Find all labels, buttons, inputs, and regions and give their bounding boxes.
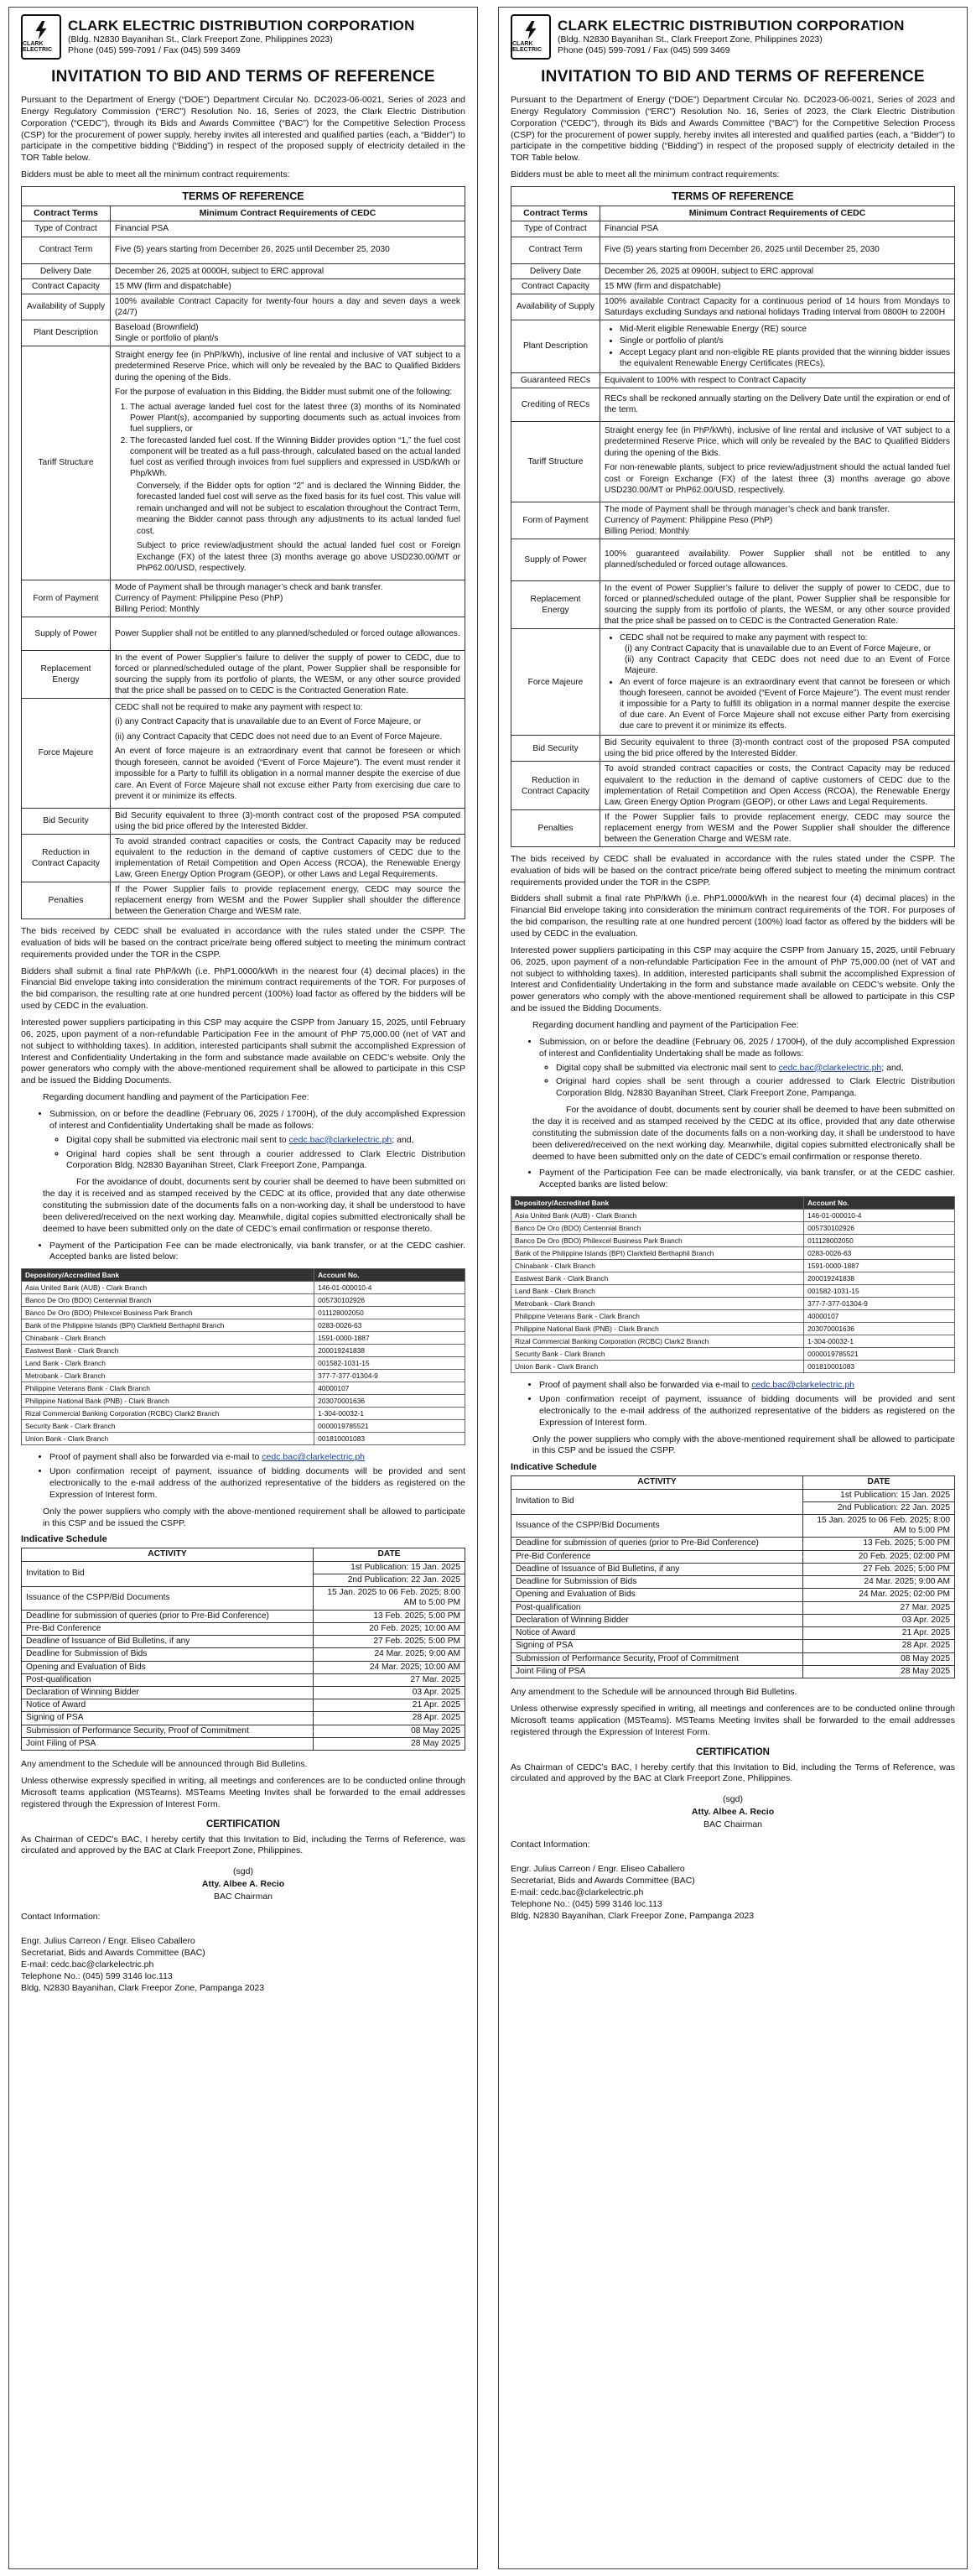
tor-caption: TERMS OF REFERENCE xyxy=(22,187,465,206)
org-phone: Phone (045) 599-7091 / Fax (045) 599 3469 xyxy=(558,45,730,55)
schedule-table: ACTIVITY DATE Invitation to Bid 1st Publication: 15 Jan. 2025 2nd Publication: 22 Jan. 2025 Issuance of the CSPP/Bid Documents 15 Jan. 2025 to 06 Feb. 2025; 8:00 AM to 5:00 PM Deadline for submission of queries (prior to Pre-Bid Conference) 13 Feb. 2025; 5:00 PM Pre-Bid Conference 20 Feb. 2025; 02:00 PM Deadline of Issuance of Bid Bulletins, if any 27 Feb. 2025; 5:00 PM Deadline for Submission of Bids 24 Mar. 2025; 9:00 AM Opening and Evaluation of Bids 24 Mar. 2025; 02:00 PM Post-qualification 27 Mar. 2025 Declaration of Winning Bidder 03 Apr. 2025 Notice of Award 21 Apr. 2025 Signing of PSA 28 Apr. 2025 Submission of Performance Security, Proof of Commitment 08 May 2025 Joint Filing of PSA 28 May 2025 xyxy=(511,1475,955,1678)
table-row: Rizal Commercial Banking Corporation (RCBC) Clark2 Branch 1-304-00032-1 xyxy=(511,1335,955,1348)
table-row: Security Bank - Clark Branch 0000019785521 xyxy=(22,1420,465,1433)
org-phone: Phone (045) 599-7091 / Fax (045) 599 3469 xyxy=(68,45,241,55)
table-row: Eastwest Bank - Clark Branch 200019241838 xyxy=(22,1345,465,1357)
left-notice xyxy=(8,7,478,2569)
table-row: Eastwest Bank - Clark Branch 200019241838 xyxy=(511,1272,955,1285)
proof-email-link[interactable]: cedc.bac@clarkelectric.ph xyxy=(262,1452,366,1463)
amendment-paragraph: Any amendment to the Schedule will be announced through Bid Bulletins. xyxy=(21,1759,308,1770)
table-row: Metrobank - Clark Branch 377-7-377-01304-9 xyxy=(22,1370,465,1382)
table-row: Notice of Award 21 Apr. 2025 xyxy=(511,1627,955,1640)
signature-block: (sgd) Atty. Albee A. Recio BAC Chairman xyxy=(691,1794,775,1829)
evaluation-paragraph: The bids received by CEDC shall be evaluated in accordance with the rules stated under the CSPP. The evaluation of bids will be based on the contract price/rate being offered subject to meeting the minimum contract requirements provided under the TOR in the CSPP. xyxy=(21,925,465,960)
table-row: Pre-Bid Conference 20 Feb. 2025; 10:00 AM xyxy=(22,1622,465,1635)
table-row: Security Bank - Clark Branch 0000019785521 xyxy=(511,1348,955,1361)
tor-table: TERMS OF REFERENCE Contract Terms Minimum Contract Requirements of CEDC Type of Contract Financial PSA Contract Term Five (5) years starting from December 26, 2025 until December 25, 2030 Delivery Date December 26, 2025 at 0900H, subject to ERC approval Contract Capacity 15 MW (firm and dispatchable) Availability of Supply 100% available Contract Capacity for a continuous period of 14 hours from Mondays to Saturdays excluding Sundays and national holidays Trading Interval from 0800H to 2200H Plant Description • Mid-Merit eligible Renewable Energy (RE) source • Single or portfolio of plant/s • Accept Legacy plant and non-eligible RE plants provided that the winning bidder issues the equivalent Renewable Energy Certificates (RECs), Guaranteed RECs Equivalent to 100% with respect to Contract Capacity Crediting of RECs RECs shall be reckoned annually starting on the Delivery Date until the expiration or end of the term. Tariff Structure Straight energy fee (in PhP/kWh), inclusive of line rental and inclusive of VAT subject to a predetermined Reserve Price, which will only be revealed by the BAC to Qualified Bidders during the opening of the Bids. For non-renewable plants, subject to price review/adjustment should the actual landed fuel cost or Foreign Exchange (FX) of the latest three (3) months average go above USD230.00/MT or PhP62.00/USD, respectively. Form of Payment The mode of Payment shall be through manager’s check and bank transfer. Currency of Payment: Philippine Peso (PhP) Billing Period: Monthly Supply of Power 100% guaranteed availability. Power Supplier shall not be entitled to any planned/scheduled or forced outage allowances. Replacement Energy In the event of Power Supplier’s failure to deliver the supply of power to CEDC, due to forced or planned/scheduled outage of the plant, Power Supplier shall be responsible for sourcing the supply from its portfolio of plants, the WESM, or any other source provided that the price shall be passed on to CEDC is the Contracted Generation Rate. Force Majeure • CEDC shall not be required to make any payment with respect to: (i) any Contract Capacity that is unavailable due to an Event of Force Majeure, or (ii) any Contract Capacity that CEDC does not need due to an Event of Force Majeure. • An event of force majeure is an extraordinary event that cannot be foreseen or which though foreseen, cannot be avoided (“Event of Force Majeure”). The event must render it impossible for a Party to fulfill its obligation in a normal manner despite the exercise of due care. An Event of Force Majeure shall not excuse either Party from exercising due care to prevent it or minimize its effects. Bid Security Bid Security equivalent to three (3)-month contract cost of the proposed PSA computed using the bid price offered by the Interested Bidder. Reduction in Contract Capacity To avoid stranded contract capacities or costs, the Contract Capacity may be reduced equivalent to the reduction in the demand of captive customers of CEDC due to the implementation of Retail Competition and Open Access (RCOA), the Renewable Energy Law, Green Energy Option Program (GEOP), or other Laws and Legal Requirements. Penalties If the Power Supplier fails to provide replacement energy, CEDC may source the replacement energy from WESM and the Power Supplier shall shoulder the difference between the Generation Charge and WESM rate. xyxy=(511,186,955,847)
contact-info: Contact Information: Engr. Julius Carreon / Engr. Eliseo Caballero Secretariat, Bids and Awards Committee (BAC) E-mail: cedc.bac@clarkelectric.ph Telephone No.: (045) 599 3146 loc.113 Bldg. N2830 Bayanihan, Clark Freepor Zone, Pampanga 2023 xyxy=(511,1840,755,1922)
table-row: Union Bank - Clark Branch 001810001083 xyxy=(22,1433,465,1445)
table-row: Joint Filing of PSA 28 May 2025 xyxy=(511,1665,955,1678)
schedule-title: Indicative Schedule xyxy=(21,1534,107,1545)
page-title: INVITATION TO BID AND TERMS OF REFERENCE xyxy=(51,68,435,86)
table-row: Pre-Bid Conference 20 Feb. 2025; 02:00 PM xyxy=(511,1550,955,1563)
org-address: (Bldg. N2830 Bayanihan St., Clark Freeport Zone, Philippines 2023) xyxy=(68,34,333,44)
cedc-logo-icon: CLARK ELECTRIC xyxy=(21,14,61,60)
certification-text: As Chairman of CEDC’s BAC, I hereby certify that this Invitation to Bid, including the Terms of Reference, was circulated and approved by the BAC at Clark Freeport Zone, Philippines. xyxy=(21,1834,465,1856)
table-row: Bank of the Philippine Islands (BPI) Clarkfield Berthaphil Branch 0283-0026-63 xyxy=(511,1247,955,1260)
bank-table: Depository/Accredited Bank Account No. Asia United Bank (AUB) - Clark Branch 146-01-000010-4 Banco De Oro (BDO) Centennial Branch 005730102926 Banco De Oro (BDO) Philexcel Business Park Branch 011128002050 Bank of the Philippine Islands (BPI) Clarkfield Berthaphil Branch 0283-0026-63 Chinabank - Clark Branch 1591-0000-1887 Eastwest Bank - Clark Branch 200019241838 Land Bank - Clark Branch 001582-1031-15 Metrobank - Clark Branch 377-7-377-01304-9 Philippine Veterans Bank - Clark Branch 40000107 Philippine National Bank (PNB) - Clark Branch 203070001636 Rizal Commercial Banking Corporation (RCBC) Clark2 Branch 1-304-00032-1 Security Bank - Clark Branch 0000019785521 Union Bank - Clark Branch 001810001083 xyxy=(511,1196,955,1373)
table-row: Invitation to Bid 1st Publication: 15 Jan. 2025 xyxy=(511,1489,955,1501)
table-row: Philippine Veterans Bank - Clark Branch 40000107 xyxy=(511,1310,955,1323)
table-row: Signing of PSA 28 Apr. 2025 xyxy=(511,1640,955,1652)
table-row: Deadline of Issuance of Bid Bulletins, if any 27 Feb. 2025; 5:00 PM xyxy=(22,1636,465,1648)
table-row: Joint Filing of PSA 28 May 2025 xyxy=(22,1737,465,1750)
tariff-structure-cell: Straight energy fee (in PhP/kWh), inclusive of line rental and inclusive of VAT subject to a predetermined Reserve Price, which will only be revealed by the BAC to Qualified Bidders during the opening of the Bids. For the purpose of evaluation in this Bidding, the Bidder must submit one of the following: 1. The actual average landed fuel cost for the latest three (3) months of its Nominated Power Plant(s), accompanied by supporting documents such as actual invoices from fuel suppliers, or 2. The forecasted landed fuel cost. If the Winning Bidder provides option “1,” the fuel cost component will be treated as a full pass-through, calculated based on the actual landed fuel cost as verified through invoices from fuel suppliers and expressed in USD/kWh or Php/kWh. Conversely, if the Bidder opts for option “2” and is declared the Winning Bidder, the forecasted landed fuel cost will serve as the fixed basis for its fuel cost. This value will remain unchanged and will not be subject to escalation throughout the Contract Term, meaning the Bidder cannot pass through any adjustments to its actual landed fuel cost. Subject to price review/adjustment should the actual landed fuel cost or Foreign Exchange (FX) of the latest three (3) months average go above USD230.00/MT or PhP62.00/USD, respectively. xyxy=(111,346,465,580)
tor-header-terms: Contract Terms xyxy=(22,206,111,221)
table-row: 2nd Publication: 22 Jan. 2025 xyxy=(22,1574,465,1586)
table-row: Banco De Oro (BDO) Centennial Branch 005730102926 xyxy=(511,1222,955,1235)
org-name: CLARK ELECTRIC DISTRIBUTION CORPORATION xyxy=(558,17,905,34)
bidders-requirement: Bidders must be able to meet all the minimum contract requirements: xyxy=(21,169,290,180)
table-row: Opening and Evaluation of Bids 24 Mar. 2025; 10:00 AM xyxy=(22,1661,465,1673)
table-row: Land Bank - Clark Branch 001582-1031-15 xyxy=(511,1285,955,1298)
letterhead xyxy=(511,14,955,60)
right-notice: CLARK ELECTRIC CLARK ELECTRIC DISTRIBUTION CORPORATION (Bldg. N2830 Bayanihan St., Clark Freeport Zone, Philippines 2023) Phone (045) 599-7091 / Fax (045) 599 3469 INVITATION TO BID AND TERMS OF REFERENCE Pursuant to the Department of Energy (“DOE”) Department Circular No. DC2023-06-0021, Series of 2023 and Energy Regulatory Commission (“ERC”) Resolution No. 16, Series of 2023, the Clark Electric Distribution Corporation (“CEDC”), through its Bids and Awards Committee (“BAC”) for the Competitive Selection Process (CSP) for the procurement of power supply, hereby invites all interested and qualified parties (each, a “Bidder”) to participate in the competitive bidding (“Bidding”) in respect of the proposed supply of electricity detailed in the TOR Table below. Bidders must be able to meet all the minimum contract requirements: TERMS OF REFERENCE Contract Terms Minimum Contract Requirements of CEDC Type of Contract Financial PSA Contract Term Five (5) years starting from December 26, 2025 until December 25, 2030 Delivery Date December 26, 2025 at 0900H, subject to ERC approval Contract Capacity 15 MW (firm and dispatchable) Availability of Supply 100% available Contract Capacity for a continuous period of 14 hours from Mondays to Saturdays excluding Sundays and national holidays Trading Interval from 0800H to 2200H Plant Description • Mid-Merit eligible Renewable Energy (RE) source • Single or portfolio of plant/s • Accept Legacy plant and non-eligible RE plants provided that the winning bidder issues the equivalent Renewable Energy Certificates (RECs), Guaranteed RECs Equivalent to 100% with respect to Contract Capacity Crediting of RECs RECs shall be reckoned annually starting on the Delivery Date until the expiration or end of the term. Tariff Structure Straight energy fee (in PhP/kWh), inclusive of line rental and inclusive of VAT subject to a predetermined Reserve Price, which will only be revealed by the BAC to Qualified Bidders during the opening of the Bids. For non-renewable plants, subject to price review/adjustment should the actual landed fuel cost or Foreign Exchange (FX) of the latest three (3) months average go above USD230.00/MT or PhP62.00/USD, respectively. Form of Payment The mode of Payment shall be through manager’s check and bank transfer. Currency of Payment: Philippine Peso (PhP) Billing Period: Monthly Supply of Power 100% guaranteed availability. Power Supplier shall not be entitled to any planned/scheduled or forced outage allowances. Replacement Energy In the event of Power Supplier’s failure to deliver the supply of power to CEDC, due to forced or planned/scheduled outage of the plant, Power Supplier shall be responsible for sourcing the supply from its portfolio of plants, the WESM, or any other source provided that the price shall be passed on to CEDC is the Contracted Generation Rate. Force Majeure • CEDC shall not be required to make any payment with respect to: (i) any Contract Capacity that is unavailable due to an Event of Force Majeure, or (ii) any Contract Capacity that CEDC does not need due to an Event of Force Majeure. • An event of force majeure is an extraordinary event that cannot be foreseen or which though foreseen, cannot be avoided (“Event of Force Majeure”). The event must render it impossible for a Party to fulfill its obligation in a normal manner despite the exercise of due care. An Event of Force Majeure shall not excuse either Party from exercising due care to prevent it or minimize its effects. Bid Security Bid Security equivalent to three (3)-month contract cost of the proposed PSA computed using the bid price offered by the Interested Bidder. Reduction in Contract Capacity To avoid stranded contract capacities or costs, the Contract Capacity may be reduced equivalent to the reduction in the demand of captive customers of CEDC due to the implementation of Retail Competition and Open Access (RCOA), the Renewable Energy Law, Green Energy Option Program (GEOP), or other Laws and Legal Requirements. Penalties If the Power Supplier fails to provide replacement energy, CEDC may source the replacement energy from WESM and the Power Supplier shall shoulder the difference between the Generation Charge and WESM rate. The bids received by CEDC shall be evaluated in accordance with the rules stated under the CSPP. The evaluation of bids will be based on the contract price/rate being offered subject to meeting the minimum contract requirements provided under the TOR in the CSPP. Bidders shall submit a final rate PhP/kWh (i.e. PhP1.0000/kWh in the nearest four (4) decimal places) in the Financial Bid envelope taking into consideration the minimum contract requirements of the TOR. For purposes of the bid comparison, the resulting rate at one hundred percent (100%) load factor as offered by the bidders will be used by CEDC in the evaluation. Interested power suppliers participating in this CSP may acquire the CSPP from January 15, 2025, until February 06, 2025, upon payment of a non-refundable Participation Fee in the amount of PhP 75,000.00 (net of VAT and not subject to withholding taxes). In addition, interested participants shall submit the accomplished Expression of Interest and Confidentiality Undertaking in the form and substance made available on CEDC’s website. Only the power generators who comply with the above-mentioned requirement shall be allowed to participate in this CSP and be issued the Bidding Documents. Regarding document handling and payment of the Participation Fee: • Submission, on or before the deadline (February 06, 2025 / 1700H), of the duly accomplished Expression of interest and Confidentiality Undertaking shall be made as follows: ◦ Digital copy shall be submitted via electronic mail sent to cedc.bac@clarkelectric.ph; and, ◦ Original hard copies shall be sent through a courier addressed to Clark Electric Distribution Corporation Bldg. N2830 Bayanihan Street, Clark Freeport Zone, Pampanga. For the avoidance of doubt, documents sent by courier shall be deemed to have been submitted on the day it is received and as stamped received by the CEDC at its office, provided that any date otherwise constituting the submission date of the documents falls on a non-working day, it shall be understood to have been delivered/received on the next working day. Meanwhile, digital copies submitted electronically shall be deemed to have been submitted only on the date of CEDC’s email confirmation or response thereto. • Payment of the Participation Fee can be made electronically, via bank transfer, or at the CEDC cashier. Accepted banks are listed below: Depository/Accredited Bank Account No. Asia United Bank (AUB) - Clark Branch 146-01-000010-4 Banco De Oro (BDO) Centennial Branch 005730102926 Banco De Oro (BDO) Philexcel Business Park Branch 011128002050 Bank of the Philippine Islands (BPI) Clarkfield Berthaphil Branch 0283-0026-63 Chinabank - Clark Branch 1591-0000-1887 Eastwest Bank - Clark Branch 200019241838 Land Bank - Clark Branch 001582-1031-15 Metrobank - Clark Branch 377-7-377-01304-9 Philippine Veterans Bank - Clark Branch 40000107 Philippine National Bank (PNB) - Clark Branch 203070001636 Rizal Commercial Banking Corporation (RCBC) Clark2 Branch 1-304-00032-1 Security Bank - Clark Branch 0000019785521 Union Bank - Clark Branch 001810001083 • Proof of payment shall also be forwarded via e-mail to cedc.bac@clarkelectric.ph • Upon confirmation receipt of payment, issuance of bidding documents will be provided and sent electronically to the e-mail address of the authorized representative of the bidders as registered on the Expression of Interest form. Only the power suppliers who comply with the above-mentioned requirement shall be allowed to participate in this CSP and be issued the CSPP. Indicative Schedule ACTIVITY DATE Invitation to Bid 1st Publication: 15 Jan. 2025 2nd Publication: 22 Jan. 2025 Issuance of the CSPP/Bid Documents 15 Jan. 2025 to 06 Feb. 2025; 8:00 AM to 5:00 PM Deadline for submission of queries (prior to Pre-Bid Conference) 13 Feb. 2025; 5:00 PM Pre-Bid Conference 20 Feb. 2025; 02:00 PM Deadline of Issuance of Bid Bulletins, if any 27 Feb. 2025; 5:00 PM Deadline for Submission of Bids 24 Mar. 2025; 9:00 AM Opening and Evaluation of Bids 24 Mar. 2025; 02:00 PM Post-qualification 27 Mar. 2025 Declaration of Winning Bidder 03 Apr. 2025 Notice of Award 21 Apr. 2025 Signing of PSA 28 Apr. 2025 Submission of Performance Security, Proof of Commitment 08 May 2025 Joint Filing of PSA 28 May 2025 Any amendment to the Schedule will be announced through Bid Bulletins. Unless otherwise expressly specified in writing, all meetings and conferences are to be conducted online through Microsoft teams application (MSTeams). MSTeams Meeting Invites shall be forwarded to the email addresses registered through the Expression of Interest Form. CERTIFICATION As Chairman of CEDC’s BAC, I hereby certify that this Invitation to Bid, including the Terms of Reference, was circulated and approved by the BAC at Clark Freeport Zone, Philippines. (sgd) Atty. Albee A. Recio BAC Chairman Contact Information: Engr. Julius Carreon / Engr. Eliseo Caballero Secretariat, Bids and Awards Committee (BAC) E-mail: cedc.bac@clarkelectric.ph Telephone No.: (045) 599 3146 loc.113 Bldg. N2830 Bayanihan, Clark Freepor Zone, Pampanga 2023 xyxy=(498,7,968,2569)
cedc-logo-icon: CLARK ELECTRIC xyxy=(511,14,551,60)
tor-table: TERMS OF REFERENCE Contract Terms Minimum Contract Requirements of CEDC Type of Contract Financial PSA Contract Term Five (5) years starting from December 26, 2025 until December 25, 2030 Delivery Date December 26, 2025 at 0000H, subject to ERC approval Contract Capacity 15 MW (firm and dispatchable) Availability of Supply 100% available Contract Capacity for twenty-four hours a day and seven days a week (24/7) Plant Description Baseload (Brownfield) Single or portfolio of plant/s Tariff Structure Straight energy fee (in PhP/kWh), inclusive of line rental and inclusive of VAT subject to a predetermined Reserve Price, which will only be revealed by the BAC to Qualified Bidders during the opening of the Bids. For the purpose of evaluation in this Bidding, the Bidder must submit one of the following: 1. The actual average landed fuel cost for the latest three (3) months of its Nominated Power Plant(s), accompanied by supporting documents such as actual invoices from fuel suppliers, or 2. The forecasted landed fuel cost. If the Winning Bidder provides option “1,” the fuel cost component will be treated as a full pass-through, calculated based on the actual landed fuel cost as verified through invoices from fuel suppliers and expressed in USD/kWh or Php/kWh. Conversely, if the Bidder opts for option “2” and is declared the Winning Bidder, the forecasted landed fuel cost will serve as the fixed basis for its fuel cost. This value will remain unchanged and will not be subject to escalation throughout the Contract Term, meaning the Bidder cannot pass through any adjustments to its actual landed fuel cost. Subject to price review/adjustment should the actual landed fuel cost or Foreign Exchange (FX) of the latest three (3) months average go above USD230.00/MT or PhP62.00/USD, respectively. Form of Payment Mode of Payment shall be through manager’s check and bank transfer. Currency of Payment: Philippine Peso (PhP) Billing Period: Monthly Supply of Power Power Supplier shall not be entitled to any planned/scheduled or forced outage allowances. Replacement Energy In the event of Power Supplier’s failure to deliver the supply of power to CEDC, due to forced or planned/scheduled outage of the plant, Power Supplier shall be responsible for sourcing the supply from its portfolio of plants, the WESM, or any other source provided that the price shall be passed on to CEDC is the Contracted Generation Rate. Force Majeure CEDC shall not be required to make any payment with respect to: (i) any Contract Capacity that is unavailable due to an Event of Force Majeure, or (ii) any Contract Capacity that CEDC does not need due to an Event of Force Majeure. An event of force majeure is an extraordinary event that cannot be foreseen or which though foreseen, cannot be avoided (“Event of Force Majeure”). The event must render it impossible for a Party to fulfill its obligation in a normal manner despite the exercise of due care. An Event of Force Majeure shall not excuse either Party from exercising due care to prevent it or minimize its effects. Bid Security Bid Security equivalent to three (3)-month contract cost of the proposed PSA computed using the bid price offered by the Interested Bidder. Reduction in Contract Capacity To avoid stranded contract capacities or costs, the Contract Capacity may be reduced equivalent to the reduction in the demand of captive customers of CEDC due to the implementation of Retail Competition and Open Access (RCOA), the Renewable Energy Law, Green Energy Option Program (GEOP), or other Laws and Legal Requirements. Penalties If the Power Supplier fails to provide replacement energy, CEDC may source the replacement energy from WESM and the Power Supplier shall shoulder the difference between the Generation Charge and WESM rate. xyxy=(21,186,465,919)
table-row: Post-qualification 27 Mar. 2025 xyxy=(22,1673,465,1686)
submission-list: • Submission, on or before the deadline (February 06, 2025 / 1700H), of the duly accomplished Expression of interest and Confidentiality Undertaking shall be made as follows: ◦ Digital copy shall be submitted via electronic mail sent to cedc.bac@clarkelectric.ph; and, ◦ Original hard copies shall be sent through a courier addressed to Clark Electric Distribution Corporation Bldg. N2830 Bayanihan Street, Clark Freeport Zone, Pampanga. xyxy=(49,1109,465,1172)
proof-email-link[interactable]: cedc.bac@clarkelectric.ph xyxy=(751,1380,855,1391)
proof-bullet: • Proof of payment shall also be forwarded via e-mail to cedc.bac@clarkelectric.ph xyxy=(49,1452,465,1464)
confirm-bullet: • Upon confirmation receipt of payment, issuance of bidding documents will be provided and sent electronically to the e-mail address of the authorized representative of the bidders as registered on the Expression of Interest form. xyxy=(49,1466,465,1501)
bac-email-link[interactable]: cedc.bac@clarkelectric.ph xyxy=(778,1062,882,1073)
table-row: Issuance of the CSPP/Bid Documents 15 Jan. 2025 to 06 Feb. 2025; 8:00 AM to 5:00 PM xyxy=(22,1587,465,1610)
table-row: Post-qualification 27 Mar. 2025 xyxy=(511,1601,955,1614)
msteams-paragraph: Unless otherwise expressly specified in writing, all meetings and conferences are to be conducted online through Microsoft teams application (MSTeams). MSTeams Meeting Invites shall be forwarded to the email addresses registered through the Expression of Interest Form. xyxy=(21,1776,465,1809)
table-row: Asia United Bank (AUB) - Clark Branch 146-01-000010-4 xyxy=(22,1282,465,1294)
schedule-table: ACTIVITY DATE Invitation to Bid 1st Publication: 15 Jan. 2025 2nd Publication: 22 Jan. 2025 Issuance of the CSPP/Bid Documents 15 Jan. 2025 to 06 Feb. 2025; 8:00 AM to 5:00 PM Deadline for submission of queries (prior to Pre-Bid Conference) 13 Feb. 2025; 5:00 PM Pre-Bid Conference 20 Feb. 2025; 10:00 AM Deadline of Issuance of Bid Bulletins, if any 27 Feb. 2025; 5:00 PM Deadline for Submission of Bids 24 Mar. 2025; 9:00 AM Opening and Evaluation of Bids 24 Mar. 2025; 10:00 AM Post-qualification 27 Mar. 2025 Declaration of Winning Bidder 03 Apr. 2025 Notice of Award 21 Apr. 2025 Signing of PSA 28 Apr. 2025 Submission of Performance Security, Proof of Commitment 08 May 2025 Joint Filing of PSA 28 May 2025 xyxy=(21,1548,465,1751)
bank-table: Depository/Accredited Bank Account No. Asia United Bank (AUB) - Clark Branch 146-01-000010-4 Banco De Oro (BDO) Centennial Branch 005730102926 Banco De Oro (BDO) Philexcel Business Park Branch 011128002050 Bank of the Philippine Islands (BPI) Clarkfield Berthaphil Branch 0283-0026-63 Chinabank - Clark Branch 1591-0000-1887 Eastwest Bank - Clark Branch 200019241838 Land Bank - Clark Branch 001582-1031-15 Metrobank - Clark Branch 377-7-377-01304-9 Philippine Veterans Bank - Clark Branch 40000107 Philippine National Bank (PNB) - Clark Branch 203070001636 Rizal Commercial Banking Corporation (RCBC) Clark2 Branch 1-304-00032-1 Security Bank - Clark Branch 0000019785521 Union Bank - Clark Branch 001810001083 xyxy=(21,1268,465,1445)
table-row: Philippine Veterans Bank - Clark Branch 40000107 xyxy=(22,1382,465,1395)
table-row: Land Bank - Clark Branch 001582-1031-15 xyxy=(22,1357,465,1370)
table-row: Asia United Bank (AUB) - Clark Branch 146-01-000010-4 xyxy=(511,1210,955,1222)
org-address: (Bldg. N2830 Bayanihan St., Clark Freeport Zone, Philippines 2023) xyxy=(558,34,823,44)
table-row: Signing of PSA 28 Apr. 2025 xyxy=(22,1712,465,1725)
table-row: Banco De Oro (BDO) Centennial Branch 005730102926 xyxy=(22,1294,465,1307)
only-paragraph: Only the power suppliers who comply with the above-mentioned requirement shall be allowed to participate in this CSP and be issued the CSPP. xyxy=(43,1506,465,1528)
table-row: Invitation to Bid 1st Publication: 15 Jan. 2025 xyxy=(22,1561,465,1574)
bac-email-link[interactable]: cedc.bac@clarkelectric.ph xyxy=(288,1134,392,1145)
letterhead xyxy=(21,14,465,60)
table-row: Declaration of Winning Bidder 03 Apr. 2025 xyxy=(22,1687,465,1699)
table-row: Submission of Performance Security, Proof of Commitment 08 May 2025 xyxy=(22,1725,465,1737)
table-row: Rizal Commercial Banking Corporation (RCBC) Clark2 Branch 1-304-00032-1 xyxy=(22,1408,465,1420)
table-row: Deadline for Submission of Bids 24 Mar. 2025; 9:00 AM xyxy=(22,1648,465,1661)
bidders-requirement: Bidders must be able to meet all the minimum contract requirements: xyxy=(511,169,780,180)
page-title: INVITATION TO BID AND TERMS OF REFERENCE xyxy=(541,68,925,86)
regarding-paragraph: Regarding document handling and payment of the Participation Fee: xyxy=(43,1092,309,1103)
table-row: Union Bank - Clark Branch 001810001083 xyxy=(511,1361,955,1373)
table-row: Chinabank - Clark Branch 1591-0000-1887 xyxy=(511,1260,955,1272)
table-row: Deadline for submission of queries (prior to Pre-Bid Conference) 13 Feb. 2025; 5:00 PM xyxy=(22,1610,465,1622)
table-row: Bank of the Philippine Islands (BPI) Clarkfield Berthaphil Branch 0283-0026-63 xyxy=(22,1319,465,1332)
table-row: 2nd Publication: 22 Jan. 2025 xyxy=(511,1501,955,1514)
intro-paragraph: Pursuant to the Department of Energy (“DOE”) Department Circular No. DC2023-06-0021, Series of 2023 and Energy Regulatory Commission (“ERC”) Resolution No. 16, Series of 2023, the Clark Electric Distribution Corporation (“CEDC”), through its Bids and Awards Committee (“BAC”) for the Competitive Selection Process (CSP) for the procurement of power supply, hereby invites all interested and qualified parties (each, a “Bidder”) to participate in the competitive bidding (“Bidding”) in respect of the proposed supply of electricity detailed in the TOR Table below. xyxy=(511,95,955,164)
avoidance-paragraph: For the avoidance of doubt, documents sent by courier shall be deemed to have been submitted on the day it is received and as stamped received by the CEDC at its office, provided that any date otherwise constituting the submission date of the documents falls on a non-working day, it shall be understood to have been delivered/received on the next working day. Meanwhile, digital copies submitted electronically shall be deemed to have been submitted only on the date of CEDC’s email confirmation or response thereto. xyxy=(43,1177,465,1234)
table-row: Banco De Oro (BDO) Philexcel Business Park Branch 011128002050 xyxy=(22,1307,465,1319)
final-rate-paragraph: Bidders shall submit a final rate PhP/kWh (i.e. PhP1.0000/kWh in the nearest four (4) decimal places) in the Financial Bid envelope taking into consideration the minimum contract requirements of the TOR. For purposes of the bid comparison, the resulting rate at one hundred percent (100%) load factor as offered by the bidders will be used by CEDC in the evaluation. xyxy=(21,965,465,1012)
table-row: Notice of Award 21 Apr. 2025 xyxy=(22,1699,465,1712)
table-row: Deadline of Issuance of Bid Bulletins, if any 27 Feb. 2025; 5:00 PM xyxy=(511,1563,955,1575)
signature-block: (sgd) Atty. Albee A. Recio BAC Chairman xyxy=(201,1866,285,1902)
certification-title: CERTIFICATION xyxy=(206,1819,280,1829)
table-row: Declaration of Winning Bidder 03 Apr. 2025 xyxy=(511,1614,955,1626)
table-row: Chinabank - Clark Branch 1591-0000-1887 xyxy=(22,1332,465,1345)
table-row: Philippine National Bank (PNB) - Clark Branch 203070001636 xyxy=(511,1323,955,1335)
contact-info: Contact Information: Engr. Julius Carreon / Engr. Eliseo Caballero Secretariat, Bids and Awards Committee (BAC) E-mail: cedc.bac@clarkelectric.ph Telephone No.: (045) 599 3146 loc.113 Bldg. N2830 Bayanihan, Clark Freepor Zone, Pampanga 2023 xyxy=(21,1912,265,1994)
table-row: Submission of Performance Security, Proof of Commitment 08 May 2025 xyxy=(511,1652,955,1665)
payment-bullet: • Payment of the Participation Fee can be made electronically, via bank transfer, or at the CEDC cashier. Accepted banks are listed below: xyxy=(49,1241,465,1264)
tor-header-requirements: Minimum Contract Requirements of CEDC xyxy=(111,206,465,221)
table-row: Banco De Oro (BDO) Philexcel Business Park Branch 011128002050 xyxy=(511,1235,955,1247)
interested-paragraph: Interested power suppliers participating in this CSP may acquire the CSPP from January 15, 2025, until February 06, 2025, upon payment of a non-refundable Participation Fee in the amount of PhP 75,000.00 (net of VAT and not subject to withholding taxes). In addition, interested participants shall submit the accomplished Expression of Interest and Confidentiality Undertaking in the form and substance made available on CEDC’s website. Only the power generators who comply with the above-mentioned requirement shall be allowed to participate in this CSP and be issued the Bidding Documents. xyxy=(21,1017,465,1086)
table-row: Metrobank - Clark Branch 377-7-377-01304-9 xyxy=(511,1298,955,1310)
table-row: Issuance of the CSPP/Bid Documents 15 Jan. 2025 to 06 Feb. 2025; 8:00 AM to 5:00 PM xyxy=(511,1515,955,1538)
table-row: Opening and Evaluation of Bids 24 Mar. 2025; 02:00 PM xyxy=(511,1589,955,1601)
table-row: Deadline for Submission of Bids 24 Mar. 2025; 9:00 AM xyxy=(511,1576,955,1589)
intro-paragraph: Pursuant to the Department of Energy (“DOE”) Department Circular No. DC2023-06-0021, Series of 2023 and Energy Regulatory Commission (“ERC”) Resolution No. 16, Series of 2023, the Clark Electric Distribution Corporation (“CEDC”), through its Bids and Awards Committee (“BAC”) for the Competitive Selection Process (CSP) for the procurement of power supply, hereby invites all interested and qualified parties (each, a “Bidder”) to participate in the competitive bidding (“Bidding”) in respect of the proposed supply of electricity detailed in the TOR Table below. xyxy=(21,95,465,164)
table-row: Philippine National Bank (PNB) - Clark Branch 203070001636 xyxy=(22,1395,465,1408)
org-name: CLARK ELECTRIC DISTRIBUTION CORPORATION xyxy=(68,17,415,34)
table-row: Deadline for submission of queries (prior to Pre-Bid Conference) 13 Feb. 2025; 5:00 PM xyxy=(511,1538,955,1550)
